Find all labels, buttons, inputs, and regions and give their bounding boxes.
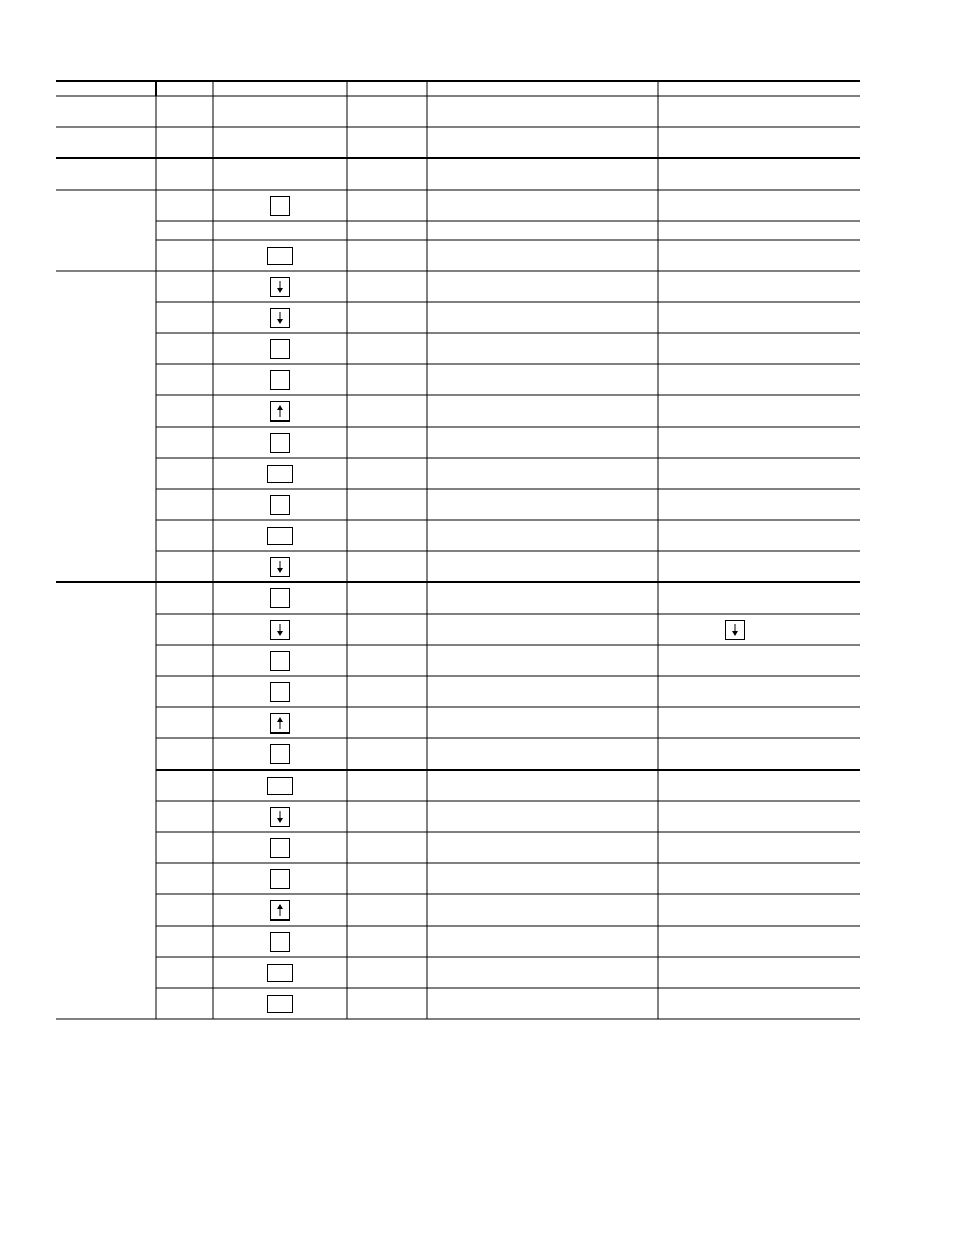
- down-arrow-icon: [270, 557, 290, 577]
- blank-key-icon: [267, 247, 293, 265]
- arrow-glyph: [276, 281, 284, 293]
- down-arrow-icon: [270, 620, 290, 640]
- down-arrow-icon: [270, 277, 290, 297]
- arrow-glyph: [276, 561, 284, 573]
- arrow-glyph: [276, 624, 284, 636]
- blank-key-icon: [270, 495, 290, 515]
- blank-key-icon: [267, 995, 293, 1013]
- blank-key-icon: [270, 744, 290, 764]
- blank-key-icon: [270, 932, 290, 952]
- blank-key-icon: [267, 527, 293, 545]
- down-arrow-icon: [725, 620, 745, 640]
- arrow-glyph: [276, 405, 284, 417]
- blank-key-icon: [270, 869, 290, 889]
- arrow-glyph: [731, 624, 739, 636]
- blank-key-icon: [267, 465, 293, 483]
- down-arrow-icon: [270, 308, 290, 328]
- blank-key-icon: [270, 838, 290, 858]
- up-arrow-icon: [270, 900, 290, 920]
- arrow-glyph: [276, 904, 284, 916]
- arrow-glyph: [276, 811, 284, 823]
- up-arrow-icon: [270, 401, 290, 421]
- blank-key-icon: [270, 682, 290, 702]
- down-arrow-icon: [270, 807, 290, 827]
- blank-key-icon: [270, 339, 290, 359]
- up-arrow-icon: [270, 713, 290, 733]
- arrow-glyph: [276, 717, 284, 729]
- blank-key-icon: [270, 196, 290, 216]
- blank-key-icon: [270, 370, 290, 390]
- arrow-glyph: [276, 312, 284, 324]
- blank-key-icon: [270, 588, 290, 608]
- blank-key-icon: [270, 433, 290, 453]
- blank-key-icon: [267, 964, 293, 982]
- blank-key-icon: [270, 651, 290, 671]
- blank-key-icon: [267, 777, 293, 795]
